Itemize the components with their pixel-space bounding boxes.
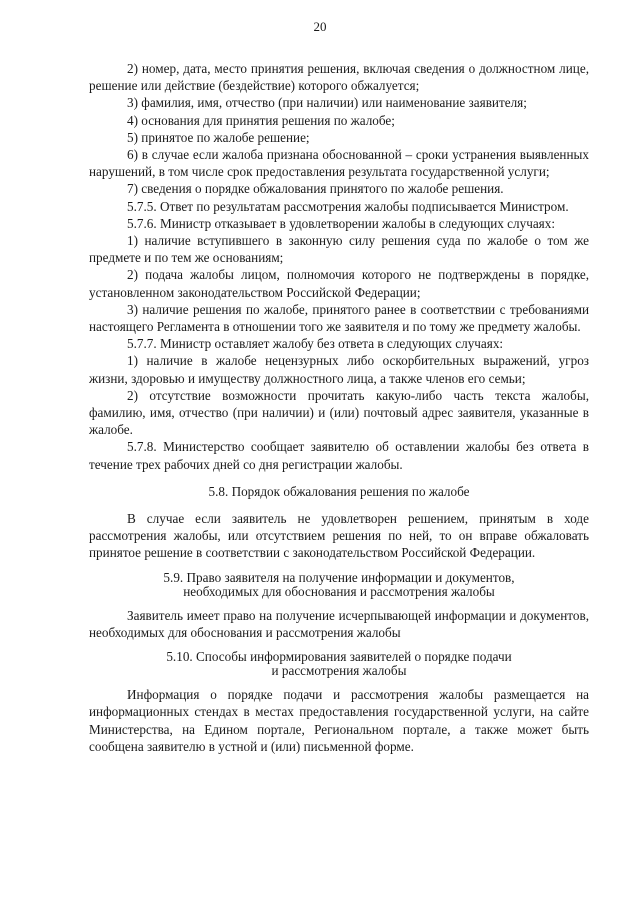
paragraph: В случае если заявитель не удовлетворен решением, принятым в ходе рассмотрения жалобы, или отсутствием решения по ней, то он вправе обжаловать принятое решение в соответствии с законодательством Российской Федерации. [89,511,589,561]
paragraph: Информация о порядке подачи и рассмотрения жалобы размещается на информационных стендах в местах предоставления государственной услуги, на сайте Министерства, на Едином портале, Региональном портале, а также может быть сообщена заявителю в устной и (или) письменной форме. [89,687,589,754]
section-heading-line: и рассмотрения жалобы [271,663,407,679]
section-heading-line: необходимых для обоснования и рассмотрения жалобы [183,583,495,599]
paragraph: 7) сведения о порядке обжалования принятого по жалобе решения. [127,181,504,197]
paragraph: 2) подача жалобы лицом, полномочия которого не подтверждены в порядке, установленном законодательством Российской Федерации; [89,267,589,300]
document-body [89,60,589,755]
section-heading-line: 5.10. Способы информирования заявителей о порядке подачи [166,649,512,665]
paragraph: 5.7.7. Министр оставляет жалобу без ответа в следующих случаях: [127,336,504,352]
paragraph: 5.7.5. Ответ по результатам рассмотрения жалобы подписывается Министром. [127,198,569,214]
paragraph: 1) наличие вступившего в законную силу решения суда по жалобе о том же предмете и по тем же основаниям; [89,233,589,266]
paragraph: 2) отсутствие возможности прочитать какую-либо часть текста жалобы, фамилию, имя, отчество (при наличии) и (или) почтовый адрес заявителя, указанные в жалобе. [89,387,589,438]
section-heading-line: 5.9. Право заявителя на получение информации и документов, [163,569,515,585]
section-heading-line: 5.8. Порядок обжалования решения по жалобе [208,483,470,499]
page-number: 20 [313,19,327,34]
paragraph: 4) основания для принятия решения по жалобе; [127,112,395,128]
paragraph: 5) принятое по жалобе решение; [127,129,310,145]
paragraph: 3) фамилия, имя, отчество (при наличии) или наименование заявителя; [127,95,527,111]
section-heading [89,571,589,599]
paragraph: Заявитель имеет право на получение исчерпывающей информации и документов, необходимых для обоснования и рассмотрения жалобы [89,607,589,640]
paragraph: 5.7.6. Министр отказывает в удовлетворении жалобы в следующих случаях: [127,215,556,231]
paragraph: 3) наличие решения по жалобе, принятого ранее в соответствии с требованиями настоящего Регламента в отношении того же заявителя и по тому же предмету жалобы. [89,301,589,335]
section-heading [89,483,589,500]
paragraph: 6) в случае если жалоба признана обоснованной – сроки устранения выявленных нарушений, в том числе срок предоставления результата государственной услуги; [89,147,589,180]
paragraph: 5.7.8. Министерство сообщает заявителю об оставлении жалобы без ответа в течение трех рабочих дней со дня регистрации жалобы. [89,439,589,472]
section-heading [89,650,589,678]
paragraph: 2) номер, дата, место принятия решения, включая сведения о должностном лице, решение или действие (бездействие) которого обжалуется; [89,61,589,94]
paragraph: 1) наличие в жалобе нецензурных либо оскорбительных выражений, угроз жизни, здоровью и имуществу должностного лица, а также членов его семьи; [89,353,589,386]
